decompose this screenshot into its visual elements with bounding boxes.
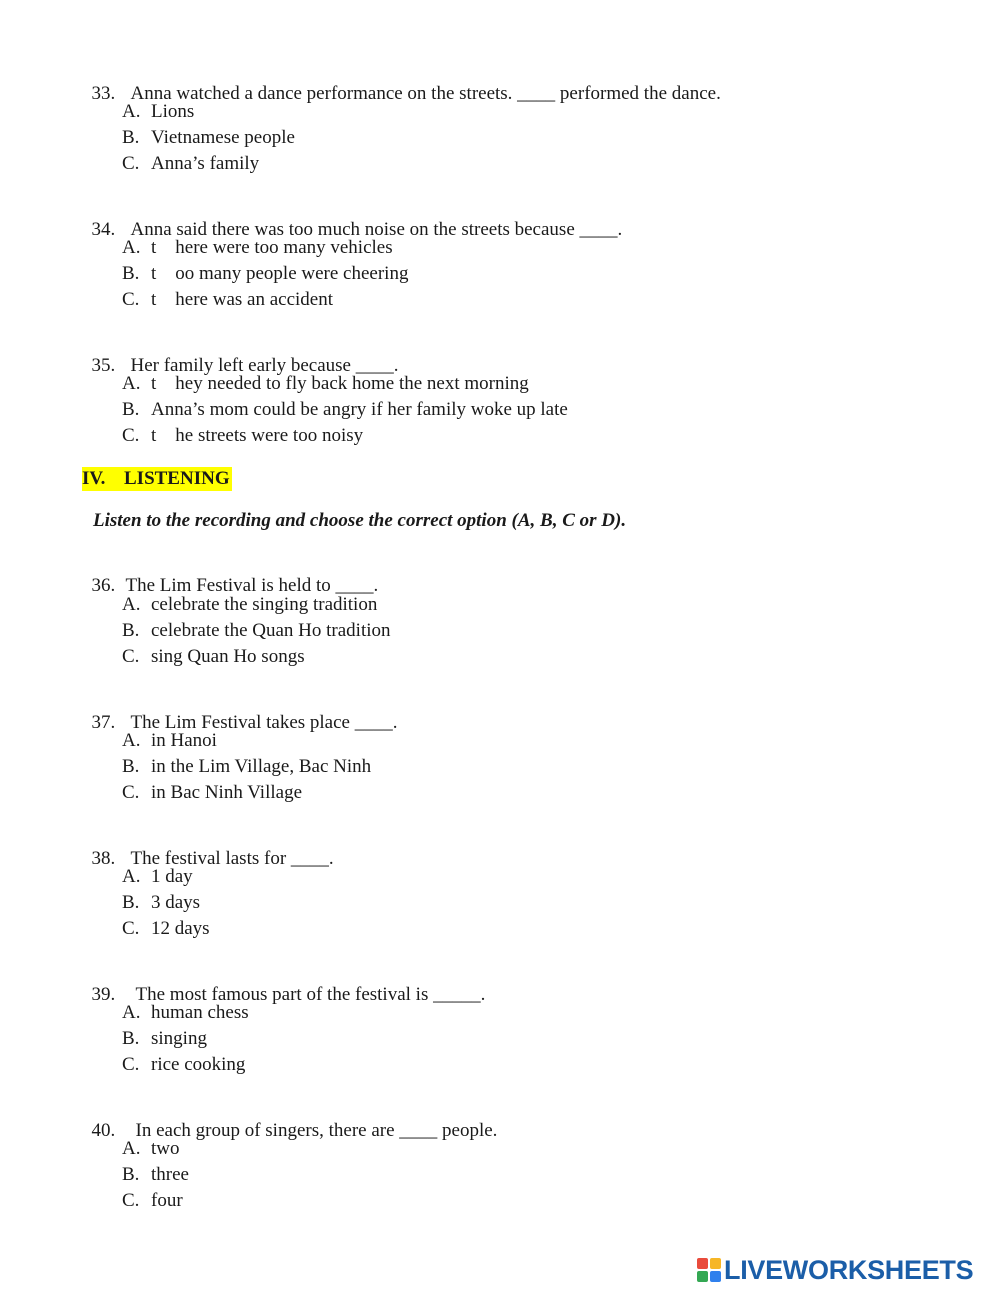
question-text: Anna watched a dance performance on the streets. ____ performed the dance. [130,83,721,104]
question-text: In each group of singers, there are ____ people. [135,1120,498,1141]
question-text: The Lim Festival is held to ____. [125,575,379,596]
question-text: Her family left early because ____. [130,355,399,376]
option-40-c[interactable]: C. four [122,1190,183,1211]
question-33 [82,58,721,106]
question-36 [82,550,378,598]
logo-tile [710,1271,721,1282]
instruction-text: Listen to the recording and choose the correct option (A, B, C or D). [93,510,627,531]
logo-tiles-icon [697,1258,721,1282]
question-number: 37. [91,712,116,733]
question-number: 38. [91,848,116,869]
question-number: 39. [91,984,116,1005]
question-number: 35. [91,355,116,376]
option-40-b[interactable]: B. three [122,1164,189,1185]
option-38-b[interactable]: B. 3 days [122,892,201,913]
option-33-c[interactable]: C. Anna’s family [122,153,260,174]
question-37 [82,687,397,735]
option-37-a[interactable]: A. in Hanoi [122,730,217,751]
question-number: 36. [91,575,116,596]
question-text: The most famous part of the festival is _____. [135,984,486,1005]
question-text: Anna said there was too much noise on the streets because ____. [130,219,623,240]
logo-tile [697,1271,708,1282]
question-number: 40. [91,1120,116,1141]
option-37-b[interactable]: B. in the Lim Village, Bac Ninh [122,756,372,777]
option-36-b[interactable]: B. celebrate the Quan Ho tradition [122,620,391,641]
question-34 [82,194,622,242]
question-number: 33. [91,83,116,104]
question-38 [82,823,334,871]
option-34-b[interactable]: B. t oo many people were cheering [122,263,409,284]
option-38-a[interactable]: A. 1 day [122,866,193,887]
section-numeral: IV. [82,468,106,489]
option-39-c[interactable]: C. rice cooking [122,1054,246,1075]
option-33-b[interactable]: B. Vietnamese people [122,127,295,148]
question-35 [82,330,399,378]
option-38-c[interactable]: C. 12 days [122,918,210,939]
option-33-a[interactable]: A. Lions [122,101,195,122]
option-34-a[interactable]: A. t here were too many vehicles [122,237,393,258]
logo-tile [697,1258,708,1269]
logo-tile [710,1258,721,1269]
option-35-b[interactable]: B. Anna’s mom could be angry if her family woke up late [122,399,568,420]
option-35-a[interactable]: A. t hey needed to fly back home the next morning [122,373,529,394]
option-37-c[interactable]: C. in Bac Ninh Village [122,782,303,803]
liveworksheets-logo[interactable] [697,1256,973,1284]
option-35-c[interactable]: C. t he streets were too noisy [122,425,364,446]
question-text: The festival lasts for ____. [130,848,334,869]
section-title [82,467,232,491]
section-name: LISTENING [124,468,230,489]
option-39-a[interactable]: A. human chess [122,1002,249,1023]
question-40 [82,1095,497,1143]
option-34-c[interactable]: C. t here was an accident [122,289,333,310]
question-39 [82,959,485,1007]
option-36-c[interactable]: C. sing Quan Ho songs [122,646,305,667]
question-text: The Lim Festival takes place ____. [130,712,398,733]
question-number: 34. [91,219,116,240]
option-36-a[interactable]: A. celebrate the singing tradition [122,594,378,615]
logo-brand-text: LIVEWORKSHEETS [724,1254,974,1285]
option-40-a[interactable]: A. two [122,1138,180,1159]
option-39-b[interactable]: B. singing [122,1028,207,1049]
